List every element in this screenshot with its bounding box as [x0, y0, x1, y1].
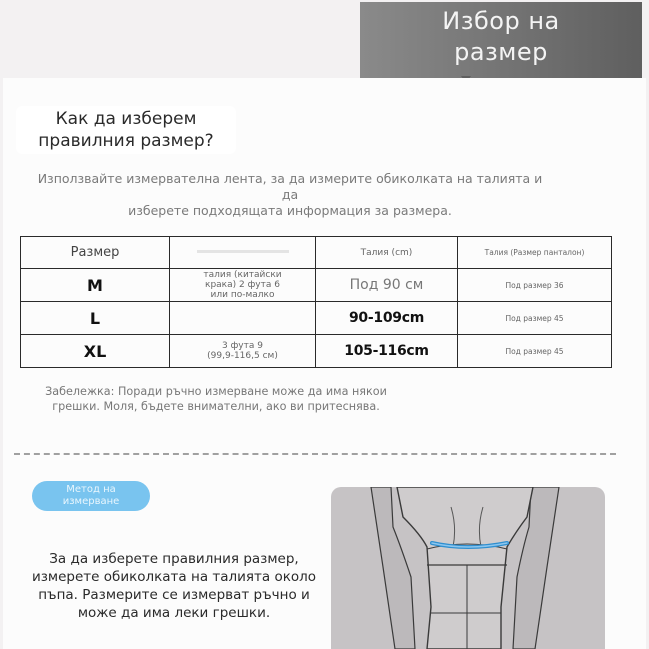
- measurement-method-badge: Метод на измерване: [32, 481, 150, 511]
- waist-measurement-figure-icon: [331, 487, 605, 649]
- header-chinese-waist: [170, 237, 316, 269]
- size-table: [20, 236, 612, 368]
- waist-cm-value: 105-116cm: [316, 335, 458, 368]
- section-divider: [14, 453, 616, 455]
- measurement-instructions: За да изберете правилния размер, измерете обиколката на талията около пъпа. Размерите се измерват ръчно и може да има леки грешки.: [31, 551, 317, 621]
- chinese-waist-value: [170, 302, 316, 335]
- header-pants-size: Талия (Размер панталон): [458, 237, 612, 269]
- table-header-row: [21, 237, 612, 269]
- pants-size-value: Под размер 36: [458, 269, 612, 302]
- pants-size-value: Под размер 45: [458, 302, 612, 335]
- guide-intro: Използвайте измервателна лента, за да измерите обиколката на талията и да изберете подходящата информация за размера.: [37, 171, 543, 218]
- banner-title: Избор на размер: [442, 7, 560, 66]
- size-label: M: [21, 269, 170, 302]
- size-label: L: [21, 302, 170, 335]
- pants-size-value: Под размер 45: [458, 335, 612, 368]
- guide-title: Как да изберем правилния размер?: [16, 106, 236, 154]
- header-waist-cm: Талия (cm): [316, 237, 458, 269]
- measurement-note: Забележка: Поради ръчно измерване може да има някои грешки. Моля, бъдете внимателни, ако ви притеснява.: [45, 385, 387, 413]
- header-size: Размер: [21, 237, 170, 269]
- table-row: [21, 269, 612, 302]
- waist-cm-value: Под 90 см: [316, 269, 458, 302]
- size-label: XL: [21, 335, 170, 368]
- table-row: [21, 335, 612, 368]
- chinese-waist-value: 3 фута 9 (99,9-116,5 см): [170, 335, 316, 368]
- table-row: [21, 302, 612, 335]
- waist-cm-value: 90-109cm: [316, 302, 458, 335]
- chinese-waist-value: талия (китайски крака) 2 фута 6 или по-малко: [170, 269, 316, 302]
